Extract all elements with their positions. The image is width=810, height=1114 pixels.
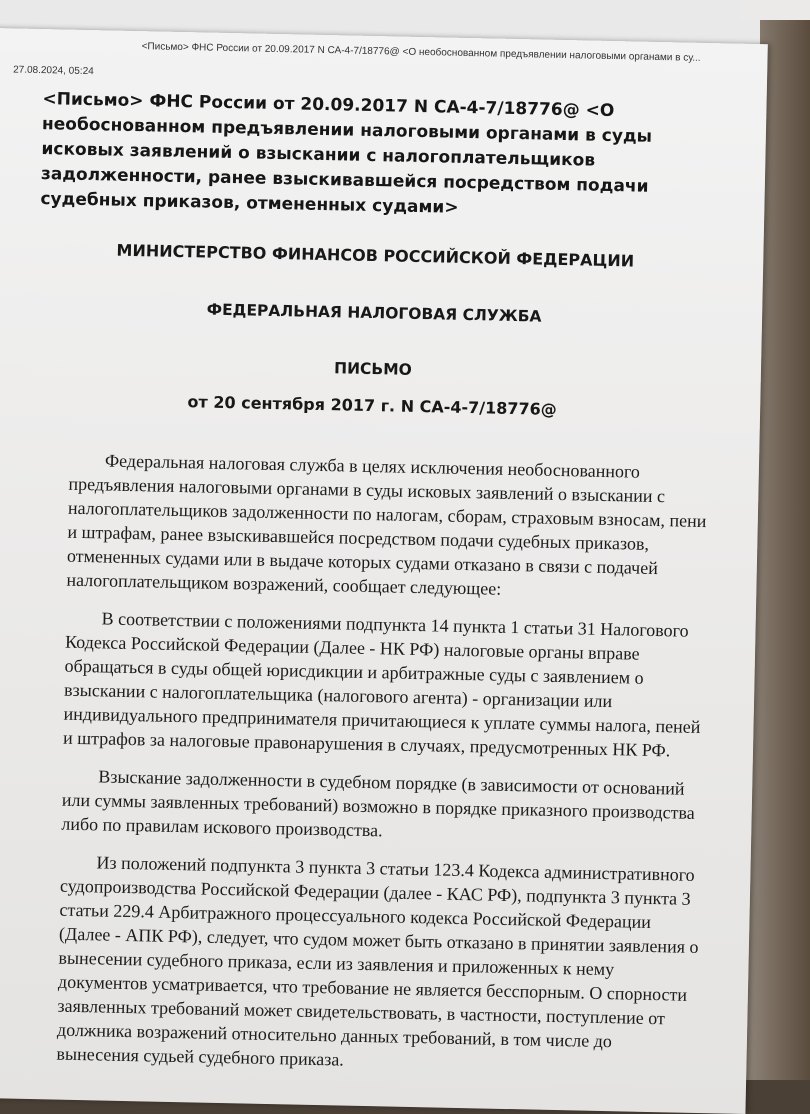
document-title: <Письмо> ФНС России от 20.09.2017 N СА-4-7/18776@ <О необоснованном предъявлении налоговыми органами в суды исковых заявлений о взыскании с налогоплательщиков задолженности, ранее взыскивавшейся посредством подачи судебных приказов, отмененных судами> <box>40 89 653 218</box>
running-title: <Письмо> ФНС России от 20.09.2017 N СА-4-7/18776@ <О необоснованном предъявлении налоговыми органами в су... <box>141 41 701 64</box>
paragraph: Федеральная налоговая служба в целях исключения необоснованного предъявления налоговыми органами в суды исковых заявлений о взыскании с налогоплательщиков задолженности по налогам, сборам, страховым взносам, пени и штрафам, ранее взыскивавшейся посредством подачи судебных приказов, отмененных судами или в выдаче которых судами отказано в связи с подачей налогоплательщиком возражений, сообщает следующее: <box>66 450 707 599</box>
letter-body <box>56 448 709 1093</box>
service-heading: ФЕДЕРАЛЬНАЯ НАЛОГОВАЯ СЛУЖБА <box>206 300 542 326</box>
document-page <box>0 28 768 1114</box>
paragraph: Из положений подпункта 3 пункта 3 статьи 123.4 Кодекса административного судопроизводства Российской Федерации (далее - КАС РФ), подпункта 3 пункта 3 статьи 229.4 Арбитражного процессуального кодекса Российской Федерации (Далее - АПК РФ), следует, что судом может быть отказано в принятии заявления о вынесении судебного приказа, если из заявления и приложенных к нему документов усматривается, что требование не является бесспорным. О спорности заявленных требований может свидетельствовать, в частности, поступление от должника возражений относительно данных требований, в том числе до вынесения судьей судебного приказа. <box>56 852 699 1070</box>
corner-sheet <box>740 0 810 20</box>
print-timestamp: 27.08.2024, 05:24 <box>13 64 94 78</box>
ministry-heading: МИНИСТЕРСТВО ФИНАНСОВ РОССИЙСКОЙ ФЕДЕРАЦИИ <box>116 240 635 271</box>
letter-label: ПИСЬМО <box>333 359 412 379</box>
paragraph: В соответствии с положениями подпункта 14 пункта 1 статьи 31 Налогового Кодекса Российской Федерации (Далее - НК РФ) налоговые органы вправе обращаться в суды общей юрисдикции и арбитражные суды с заявлением о взыскании с налогоплательщика (налогового агента) - организации или индивидуального предпринимателя причитающиеся к уплате суммы налога, пеней и штрафов за налоговые правонарушения в случаях, предусмотренных НК РФ. <box>62 608 701 761</box>
letter-date: от 20 сентября 2017 г. N СА-4-7/18776@ <box>187 392 557 419</box>
paragraph: Взыскание задолженности в судебном порядке (в зависимости от оснований или суммы заявленных требований) возможно в порядке приказного производства либо по правилам искового производства. <box>61 766 695 841</box>
